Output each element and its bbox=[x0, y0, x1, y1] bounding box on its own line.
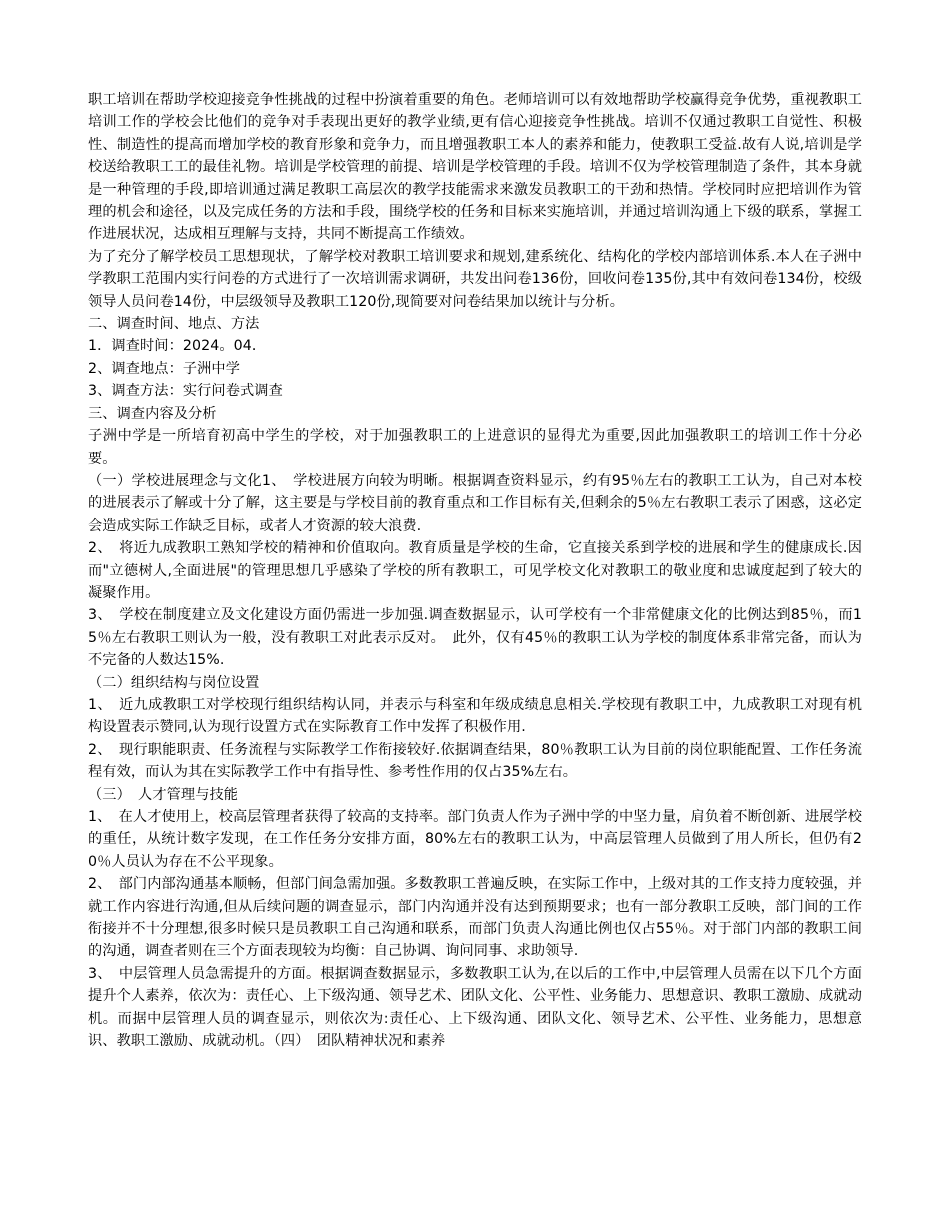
section-heading-content-analysis: 三、调查内容及分析 bbox=[88, 405, 217, 422]
section-heading-time-place-method: 二、调查时间、地点、方法 bbox=[88, 316, 260, 333]
subsection-heading-talent: （三） 人才管理与技能 bbox=[88, 786, 239, 803]
paragraph-organization-2: 2、 现行职能职责、任务流程与实际教学工作衔接较好.依据调查结果，80％教职工认为目前的岗位职能配置、工作任务流程有效，而认为其在实际教学工作中有指导性、参考性作用的仅占35%左右。 bbox=[88, 741, 862, 781]
paragraph-culture-1: （一）学校进展理念与文化1、 学校进展方向较为明晰。根据调查资料显示，约有95％左右的教职工工认为，自己对本校的进展表示了解或十分了解，这主要是与学校目前的教育重点和工作目标有关,但剩余的5％左右教职工表示了困惑，这必定会造成实际工作缺乏目标，或者人才资源的较大浪费. bbox=[88, 472, 862, 534]
paragraph-culture-2: 2、 将近九成教职工熟知学校的精神和价值取向。教育质量是学校的生命，它直接关系到学校的进展和学生的健康成长.因而"立德树人,全面进展"的管理思想几乎感染了学校的所有教职工，可见学校文化对教职工的敬业度和忠诚度起到了较大的凝聚作用。 bbox=[88, 540, 862, 601]
paragraph-survey-purpose: 为了充分了解学校员工思想现状，了解学校对教职工培训要求和规划,建系统化、结构化的学校内部培训体系.本人在子洲中学教职工范围内实行问卷的方式进行了一次培训需求调研，共发出问卷136份，回收问卷135份,其中有效问卷134份，校级领导人员问卷14份，中层级领导及教职工120份,现简要对问卷结果加以统计与分析。 bbox=[88, 248, 862, 310]
list-item-survey-method: 3、调查方法：实行问卷式调查 bbox=[88, 383, 283, 400]
paragraph-school-intro: 子洲中学是一所培育初高中学生的学校，对于加强教职工的上进意识的显得尤为重要,因此加强教职工的培训工作十分必要。 bbox=[88, 428, 862, 467]
list-item-survey-place: 2、调查地点：子洲中学 bbox=[88, 360, 241, 377]
list-item-survey-time: 1．调查时间：2024。04． bbox=[88, 338, 267, 355]
paragraph-talent-3: 3、 中层管理人员急需提升的方面。根据调查数据显示，多数教职工认为,在以后的工作中,中层管理人员需在以下几个方面提升个人素养，依次为：责任心、上下级沟通、领导艺术、团队文化、公平性、业务能力、思想意识、教职工激励、成就动机。而据中层管理人员的调查显示，则依次为:责任心、上下级沟通、团队文化、领导艺术、公平性、业务能力，思想意识、教职工激励、成就动机。（四） 团队精神状况和素养 bbox=[88, 965, 862, 1050]
paragraph-talent-1: 1、 在人才使用上，校高层管理者获得了较高的支持率。部门负责人作为子洲中学的中坚力量，肩负着不断创新、进展学校的重任，从统计数字发现，在工作任务分安排方面，80%左右的教职工认为，中高层管理人员做到了用人所长，但仍有20％人员认为存在不公平现象。 bbox=[88, 809, 862, 870]
paragraph-culture-3: 3、 学校在制度建立及文化建设方面仍需进一步加强.调查数据显示，认可学校有一个非常健康文化的比例达到85％，而15％左右教职工则认为一般，没有教职工对此表示反对。 此外，仅有45％的教职工认为学校的制度体系非常完备，而认为不完备的人数达15%. bbox=[88, 607, 862, 669]
paragraph-organization-1: 1、 近九成教职工对学校现行组织结构认同，并表示与科室和年级成绩息息相关.学校现有教职工中，九成教职工对现有机构设置表示赞同,认为现行设置方式在实际教育工作中发挥了积极作用. bbox=[88, 696, 862, 736]
paragraph-intro: 职工培训在帮助学校迎接竞争性挑战的过程中扮演着重要的角色。老师培训可以有效地帮助学校赢得竞争优势，重视教职工培训工作的学校会比他们的竞争对手表现出更好的教学业绩,更有信心迎接竞争性挑战。培训不仅通过教职工自觉性、积极性、制造性的提高而增加学校的教育形象和竞争力，而且增强教职工本人的素养和能力，使教职工受益.故有人说,培训是学校送给教职工工的最佳礼物。培训是学校管理的前提、培训是学校管理的手段。培训不仅为学校管理制造了条件，其本身就是一种管理的手段,即培训通过满足教职工高层次的教学技能需求来激发员教职工的干劲和热情。学校同时应把培训作为管理的机会和途径，以及完成任务的方法和手段，围绕学校的任务和目标来实施培训，并通过培训沟通上下级的联系，掌握工作进展状况，达成相互理解与支持，共同不断提高工作绩效。 bbox=[88, 92, 862, 243]
paragraph-talent-2: 2、 部门内部沟通基本顺畅，但部门间急需加强。多数教职工普遍反映，在实际工作中，上级对其的工作支持力度较强，并就工作内容进行沟通,但从后续问题的调查显示，部门内沟通并没有达到预期要求；也有一部分教职工反映，部门间的工作衔接并不十分理想,很多时候只是员教职工自己沟通和联系，而部门负责人沟通比例也仅占55％。对于部门内部的教职工间的沟通，调查者则在三个方面表现较为均衡：自己协调、询问同事、求助领导. bbox=[88, 876, 862, 960]
document-body bbox=[88, 89, 862, 1052]
subsection-heading-organization: （二）组织结构与岗位设置 bbox=[88, 674, 260, 691]
